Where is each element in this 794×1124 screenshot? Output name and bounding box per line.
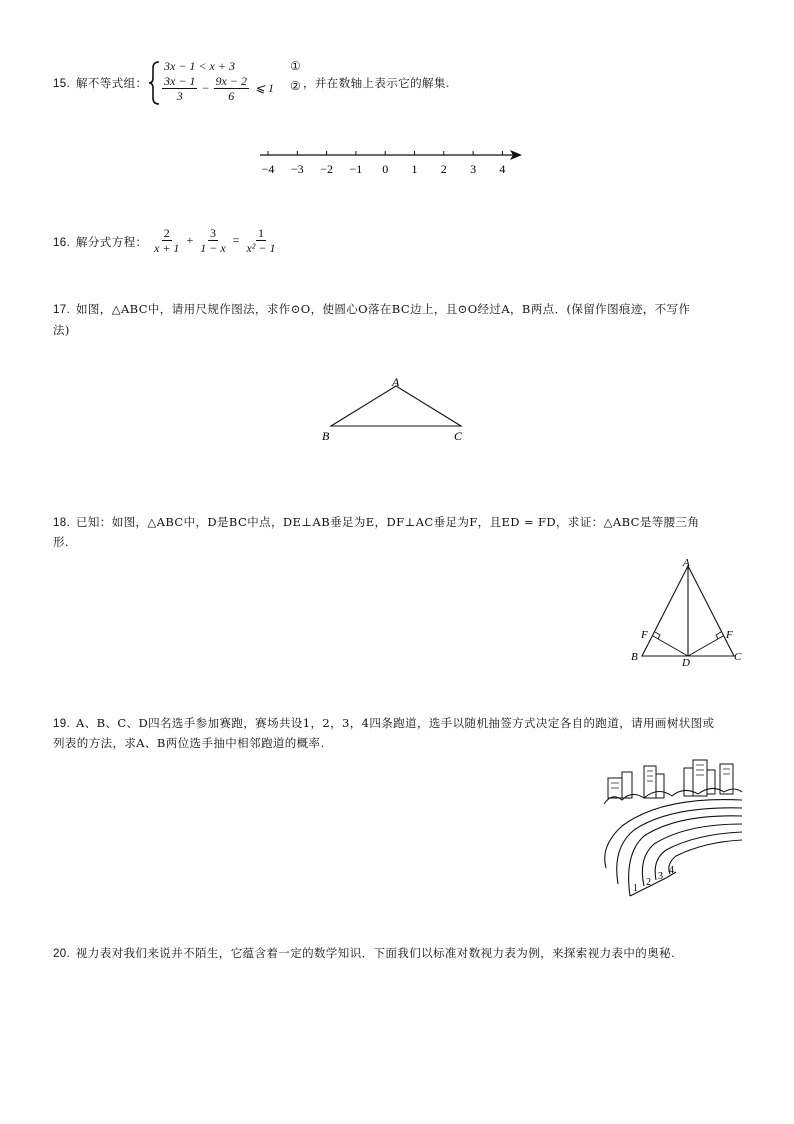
q19-line-1: A、B、C、D四名选手参加赛跑，赛场共设1，2，3，4四条跑道，选手以随机抽签方式决定各自的跑道，请用画树状图或 bbox=[76, 716, 715, 730]
q20-text: 视力表对我们来说并不陌生，它蕴含着一定的数学知识．下面我们以标准对数视力表为例，来探索视力表中的奥秘. bbox=[76, 946, 676, 960]
q16-f1-num: 2 bbox=[163, 226, 170, 240]
q16-plus: + bbox=[186, 233, 194, 247]
axis-tick-label: 2 bbox=[440, 162, 447, 176]
lane-label-3: 3 bbox=[658, 871, 663, 882]
q17-label-b: B bbox=[322, 429, 330, 443]
q15-inequality-1: 3x − 1 < x + 3 bbox=[164, 59, 235, 73]
axis-tick-label: 1 bbox=[411, 162, 418, 176]
city-skyline-icon bbox=[604, 760, 742, 804]
q17-label-c: C bbox=[454, 429, 463, 443]
q18-triangle-figure bbox=[622, 556, 752, 668]
axis-tick-label: −3 bbox=[290, 162, 304, 176]
axis-tick-label: −1 bbox=[349, 162, 363, 176]
axis-tick-label: 3 bbox=[470, 162, 477, 176]
q17-triangle-figure bbox=[316, 372, 476, 448]
q16-prefix: 解分式方程： bbox=[76, 235, 148, 249]
axis-tick-label: −4 bbox=[261, 162, 275, 176]
q18-label-f: F bbox=[726, 629, 733, 641]
q16-f2-num: 3 bbox=[209, 226, 216, 240]
q17-line-1: 如图，△ABC中，请用尺规作图法，求作⊙O，使圆心O落在BC边上，且⊙O经过A，B两点．(保留作图痕迹，不写作 bbox=[76, 302, 691, 316]
q16-equals: = bbox=[232, 233, 240, 247]
q17-line-2: 法) bbox=[53, 323, 70, 337]
q20-number: 20. bbox=[53, 948, 71, 960]
axis-tick-label: 0 bbox=[382, 162, 389, 176]
q15-rhs: ⩽ 1 bbox=[254, 81, 275, 95]
q18-label-e: F bbox=[641, 629, 648, 641]
lane-label-4: 4 bbox=[669, 865, 674, 876]
q15-tag-2: ② bbox=[290, 79, 301, 93]
q17-label-a: A bbox=[392, 375, 400, 389]
q16-f2-den: 1 − x bbox=[200, 241, 226, 255]
q18-line-2: 形. bbox=[53, 535, 69, 549]
q15-inequality-2: $\frac{3x - 1}{3}$ − $\frac{9x - 2}{6}$ ⩽ 1 bbox=[164, 74, 275, 103]
track-lanes bbox=[605, 800, 742, 896]
q18-number: 18. bbox=[53, 517, 71, 529]
q15-frac1-num: 3x − 1 bbox=[164, 74, 196, 88]
q16-f1-den: x + 1 bbox=[154, 241, 180, 255]
q19-line-2: 列表的方法，求A、B两位选手抽中相邻跑道的概率. bbox=[53, 736, 325, 750]
q18-label-b: B bbox=[631, 651, 638, 663]
q15-suffix: ，并在数轴上表示它的解集. bbox=[303, 76, 450, 90]
q18-line-1: 已知：如图，△ABC中，D是BC中点，DE⊥AB垂足为E，DF⊥AC垂足为F，且ED = FD，求证：△ABC是等腰三角 bbox=[76, 515, 700, 529]
q15-frac2-den: 6 bbox=[228, 89, 235, 103]
q16-equation bbox=[150, 226, 279, 255]
q18-label-c: C bbox=[734, 651, 742, 663]
q15-number-line bbox=[250, 140, 540, 184]
q18-label-a: A bbox=[683, 557, 690, 569]
q15-prefix: 解不等式组： bbox=[76, 76, 148, 90]
q15-frac1-den: 3 bbox=[176, 89, 183, 103]
q16-f3-num: 1 bbox=[257, 226, 264, 240]
lane-label-1: 1 bbox=[633, 883, 638, 894]
q19-number: 19. bbox=[53, 718, 71, 730]
q15-number: 15. bbox=[53, 78, 71, 90]
q15-tag-1: ① bbox=[290, 59, 301, 73]
axis-tick-label: 4 bbox=[499, 162, 506, 176]
q16-f3-den: x² − 1 bbox=[246, 241, 276, 255]
q15-frac2-num: 9x − 2 bbox=[215, 74, 247, 88]
axis-tick-label: −2 bbox=[320, 162, 333, 176]
q19-racetrack-illustration bbox=[592, 756, 744, 902]
lane-label-2: 2 bbox=[646, 877, 651, 888]
q17-number: 17. bbox=[53, 304, 71, 316]
q16-number: 16. bbox=[53, 237, 71, 249]
q18-label-d: D bbox=[682, 657, 690, 668]
